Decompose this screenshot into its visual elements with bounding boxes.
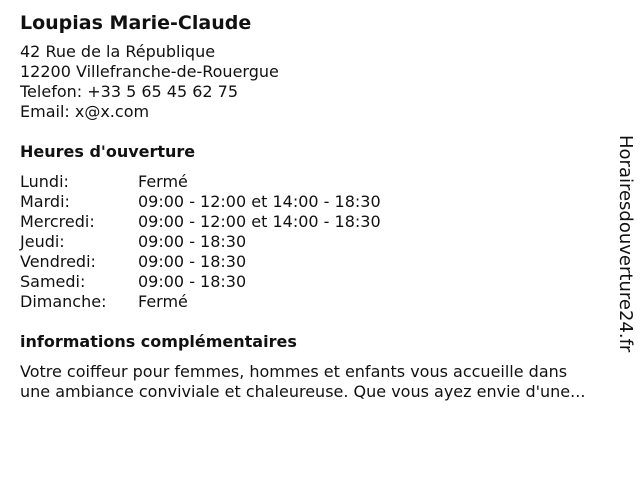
info-line: une ambiance conviviale et chaleureuse. Que vous ayez envie d'une... xyxy=(20,382,586,401)
hours-day: Lundi: xyxy=(20,172,69,191)
hours-row-thursday xyxy=(20,232,610,252)
opening-hours-title: Heures d'ouverture xyxy=(20,142,196,161)
hours-day: Vendredi: xyxy=(20,252,96,271)
hours-day: Jeudi: xyxy=(20,232,65,251)
business-name: Loupias Marie-Claude xyxy=(20,12,252,34)
additional-info-title: informations complémentaires xyxy=(20,332,297,351)
hours-row-tuesday xyxy=(20,192,610,212)
hours-row-saturday xyxy=(20,272,610,292)
contact-block xyxy=(20,42,610,122)
hours-day: Dimanche: xyxy=(20,292,107,311)
hours-time: 09:00 - 18:30 xyxy=(138,232,247,251)
business-card xyxy=(20,10,610,402)
hours-day: Mardi: xyxy=(20,192,70,211)
opening-hours-table xyxy=(20,172,610,312)
hours-time: Fermé xyxy=(138,172,188,191)
hours-time: Fermé xyxy=(138,292,188,311)
hours-day: Mercredi: xyxy=(20,212,95,231)
phone-number: Telefon: +33 5 65 45 62 75 xyxy=(20,82,239,101)
hours-row-monday xyxy=(20,172,610,192)
hours-time: 09:00 - 18:30 xyxy=(138,252,247,271)
hours-time: 09:00 - 12:00 et 14:00 - 18:30 xyxy=(138,192,381,211)
site-watermark: Horairesdouverture24.fr xyxy=(615,135,636,353)
address-street: 42 Rue de la République xyxy=(20,42,216,61)
email-address: Email: x@x.com xyxy=(20,102,150,121)
hours-time: 09:00 - 12:00 et 14:00 - 18:30 xyxy=(138,212,381,231)
hours-day: Samedi: xyxy=(20,272,86,291)
additional-info-text xyxy=(20,362,620,402)
hours-row-friday xyxy=(20,252,610,272)
hours-time: 09:00 - 18:30 xyxy=(138,272,247,291)
address-city: 12200 Villefranche-de-Rouergue xyxy=(20,62,279,81)
info-line: Votre coiffeur pour femmes, hommes et enfants vous accueille dans xyxy=(20,362,568,381)
hours-row-wednesday xyxy=(20,212,610,232)
hours-row-sunday xyxy=(20,292,610,312)
